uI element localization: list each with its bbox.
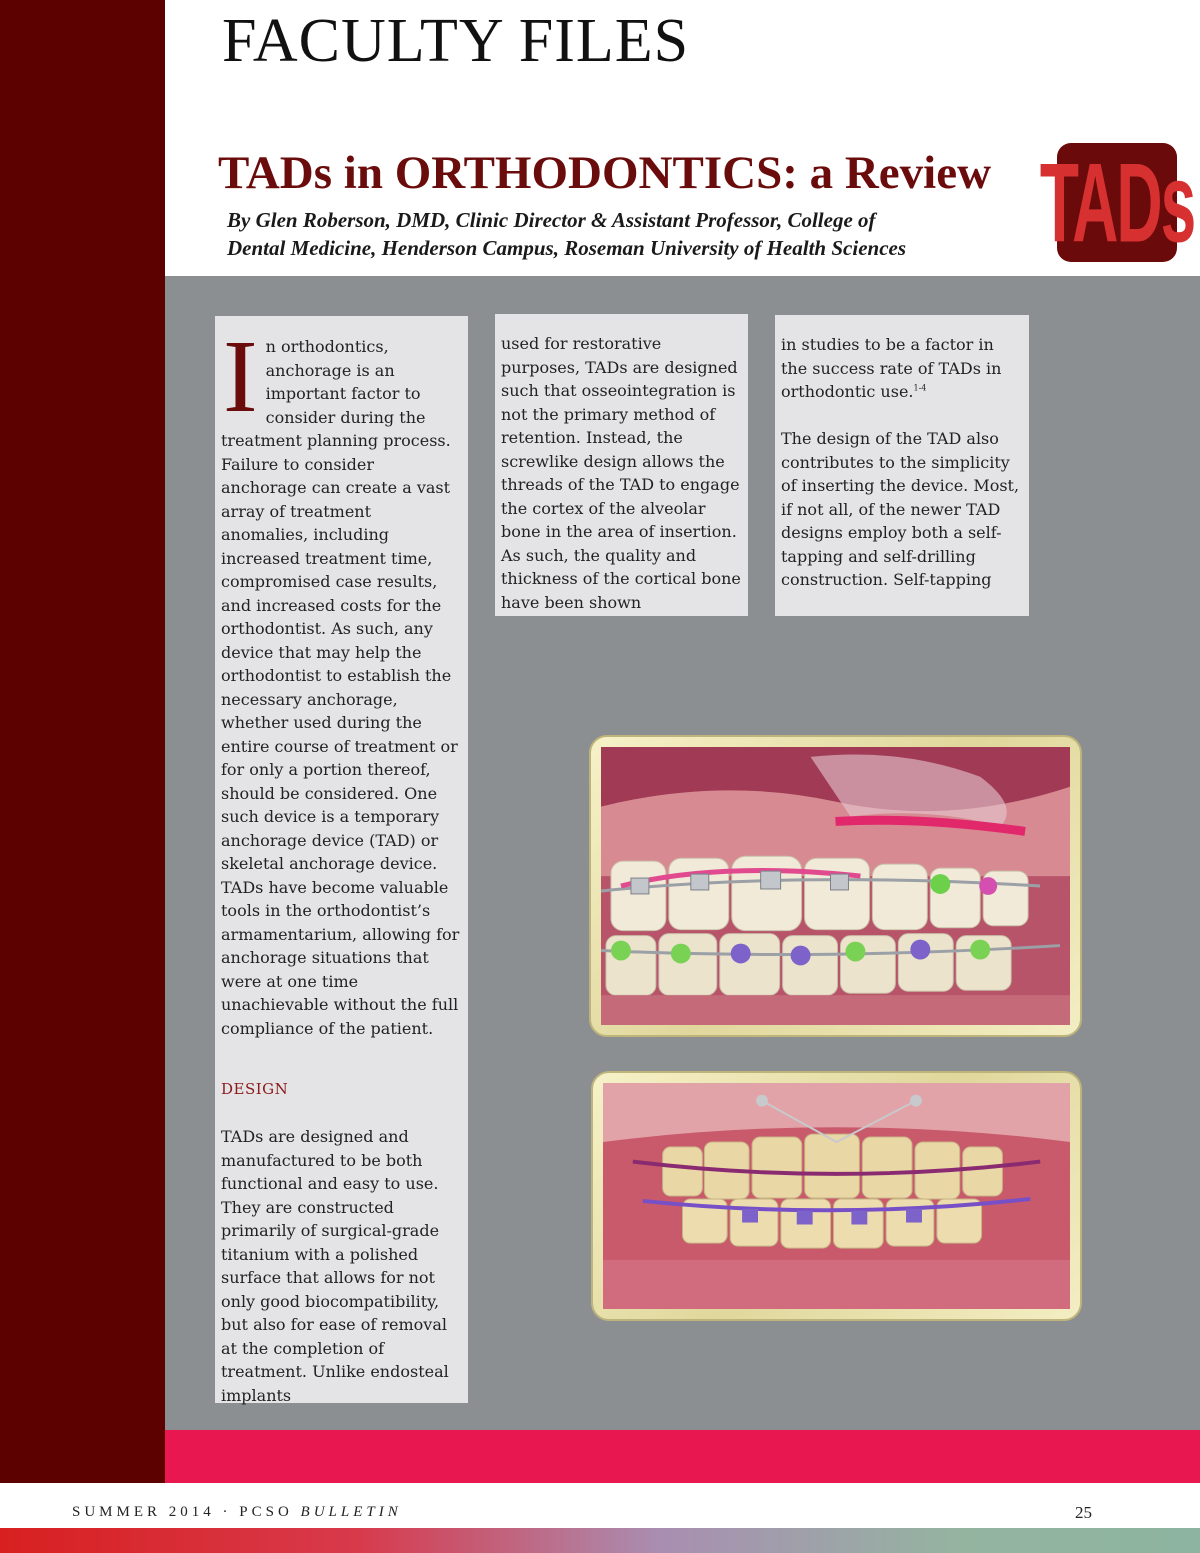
intro-text: n orthodontics, anchorage is an important factor to consider during the treatment planning process. Failure to consider anchorage can create a vast array of treatment anomalies, including increased treatment time, compromised case results, and increased costs for the orthodontist. As such, any device that may help the orthodontist to establish the necessary anchorage, whether used during the entire course of treatment or for only a portion thereof, should be considered. One such device is a temporary anchorage device (TAD) or skeletal anchorage device. TADs have become valuable tools in the orthodontist’s armamentarium, allowing for anchorage situations that were at one time unachievable without the full compliance of the patient.: [221, 337, 460, 1038]
photo-frame-braces-side: [589, 735, 1082, 1037]
column-3-text-1: in studies to be a factor in the success rate of TADs in orthodontic use.: [781, 335, 1002, 401]
column-2-paragraph: used for restorative purposes, TADs are designed such that osseointegration is not the primary method of retention. Instead, the screwlike design allows the threads of the TAD to engage the cortex of the alveolar bone in the area of insertion. As such, the quality and thickness of the cortical bone have been shown: [501, 334, 741, 612]
photo-frame-braces-front: [591, 1071, 1082, 1321]
footer-publication: BULLETIN: [300, 1504, 402, 1520]
byline-line-2: Dental Medicine, Henderson Campus, Roseman University of Health Sciences: [227, 236, 907, 260]
column-3-paragraph-2: The design of the TAD also contributes to the simplicity of inserting the device. Most, if not all, of the newer TAD designs employ both a self-tapping and self-drilling construction. Self-tapping: [781, 429, 1020, 589]
tads-logo-badge: [1039, 139, 1195, 266]
tads-logo-text: TADs: [1039, 139, 1195, 266]
byline: [227, 206, 1027, 262]
footer-issue-line: [72, 1504, 402, 1521]
pink-band: [165, 1430, 1200, 1483]
left-color-bar: [0, 0, 165, 1483]
page-number: 25: [1075, 1503, 1092, 1522]
design-paragraph: TADs are designed and manufactured to be both functional and easy to use. They are constructed primarily of surgical-grade titanium with a polished surface that allows for not only good biocompatibility, but also for ease of removal at the completion of treatment. Unlike endosteal implants: [221, 1127, 449, 1405]
braces-side-photo: [601, 747, 1070, 1025]
drop-cap: I: [223, 319, 258, 434]
article-column-1: [215, 316, 468, 1403]
design-heading: DESIGN: [221, 1080, 289, 1098]
reference-superscript: 1-4: [913, 383, 927, 393]
footer-issue: SUMMER 2014 · PCSO: [72, 1504, 293, 1520]
byline-line-1: By Glen Roberson, DMD, Clinic Director & Assistant Professor, College of: [227, 208, 876, 232]
article-title: TADs in ORTHODONTICS: a Review: [218, 147, 992, 199]
article-column-2: [495, 314, 748, 616]
section-label: FACULTY FILES: [222, 7, 690, 75]
bottom-gradient-stripe: [0, 1528, 1200, 1553]
intro-paragraph: [221, 319, 462, 1040]
article-column-3: [775, 315, 1029, 616]
column-3-paragraph-1: [781, 333, 1023, 404]
braces-front-photo: [603, 1083, 1070, 1309]
